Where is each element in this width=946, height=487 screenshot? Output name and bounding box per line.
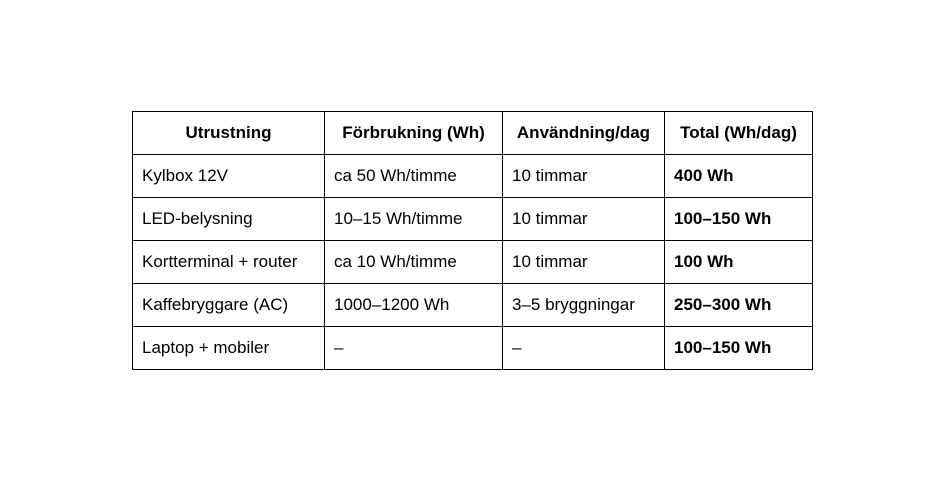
header-consumption: Förbrukning (Wh) (325, 112, 503, 155)
table-row (133, 327, 813, 370)
cell-equipment: Kaffebryggare (AC) (133, 284, 325, 327)
header-usage-per-day: Användning/dag (503, 112, 665, 155)
cell-total: 100–150 Wh (665, 198, 813, 241)
table-header-row (133, 112, 813, 155)
energy-consumption-table (132, 111, 813, 370)
header-total-per-day: Total (Wh/dag) (665, 112, 813, 155)
cell-total: 400 Wh (665, 155, 813, 198)
header-equipment: Utrustning (133, 112, 325, 155)
cell-equipment: Kylbox 12V (133, 155, 325, 198)
cell-total: 250–300 Wh (665, 284, 813, 327)
cell-consumption: ca 10 Wh/timme (325, 241, 503, 284)
cell-usage: 10 timmar (503, 241, 665, 284)
cell-consumption: – (325, 327, 503, 370)
cell-consumption: 1000–1200 Wh (325, 284, 503, 327)
table-row (133, 155, 813, 198)
table-row (133, 284, 813, 327)
table-row (133, 241, 813, 284)
table-row (133, 198, 813, 241)
cell-equipment: LED-belysning (133, 198, 325, 241)
cell-usage: 10 timmar (503, 198, 665, 241)
cell-usage: 3–5 bryggningar (503, 284, 665, 327)
cell-total: 100 Wh (665, 241, 813, 284)
cell-usage: – (503, 327, 665, 370)
cell-total: 100–150 Wh (665, 327, 813, 370)
cell-consumption: ca 50 Wh/timme (325, 155, 503, 198)
cell-consumption: 10–15 Wh/timme (325, 198, 503, 241)
energy-table-container (132, 111, 813, 370)
cell-equipment: Laptop + mobiler (133, 327, 325, 370)
cell-usage: 10 timmar (503, 155, 665, 198)
cell-equipment: Kortterminal + router (133, 241, 325, 284)
